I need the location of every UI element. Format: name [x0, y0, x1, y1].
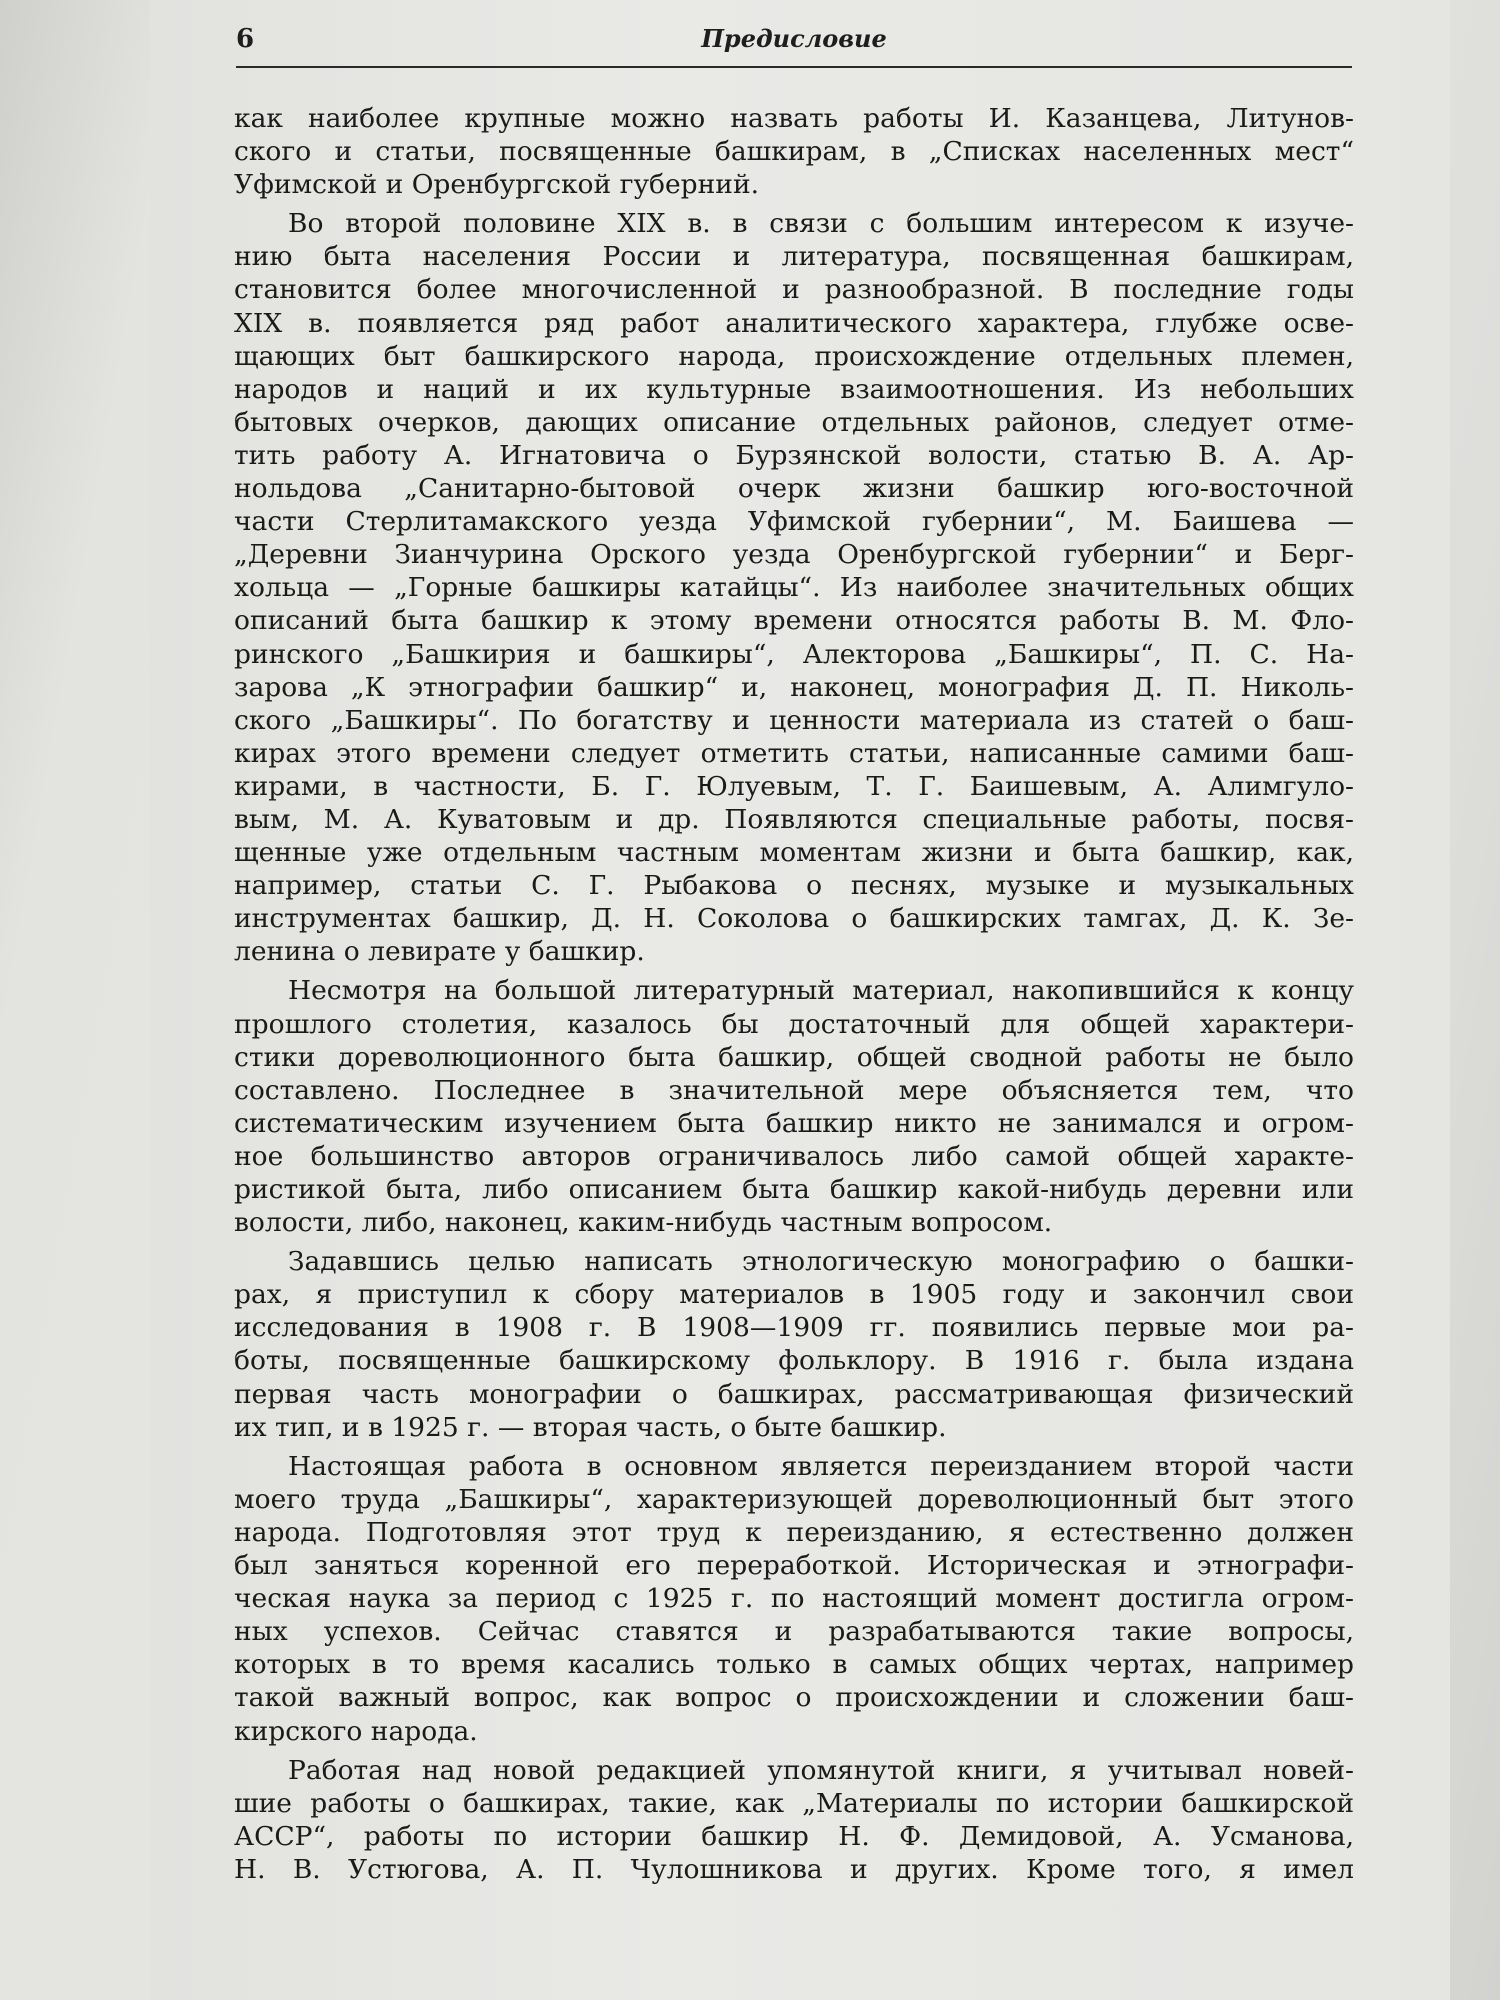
- text-line: волости, либо, наконец, каким-нибудь частным вопросом.: [234, 1207, 1053, 1239]
- text-line: Уфимской и Оренбургской губерний.: [234, 169, 760, 201]
- text-line: был заняться коренной его переработкой. Историческая и этнографи-: [234, 1550, 1354, 1582]
- text-line: ристикой быта, либо описанием быта башкир какой-нибудь деревни или: [234, 1174, 1354, 1205]
- text-line: части Стерлитамакского уезда Уфимской губернии“, М. Баишева —: [234, 506, 1354, 538]
- text-line: хольца — „Горные башкиры катайцы“. Из наиболее значительных общих: [234, 572, 1354, 604]
- text-line: Настоящая работа в основном является переизданием второй части: [288, 1450, 1354, 1482]
- text-line: первая часть монографии о башкирах, рассматривающая физический: [234, 1378, 1354, 1410]
- text-line: Задавшись целью написать этнологическую монографию о башки-: [288, 1246, 1354, 1278]
- text-line: ных успехов. Сейчас ставятся и разрабатываются такие вопросы,: [234, 1616, 1354, 1648]
- text-line: которых в то время касались только в самых общих чертах, например: [234, 1649, 1354, 1681]
- text-line: как наиболее крупные можно назвать работы И. Казанцева, Литунов-: [234, 103, 1354, 134]
- text-line: шие работы о башкирах, такие, как „Материалы по истории башкирской: [234, 1787, 1354, 1819]
- text-line: бытовых очерков, дающих описание отдельных районов, следует отме-: [234, 406, 1354, 438]
- text-line: Несмотря на большой литературный материал, накопившийся к концу: [288, 975, 1354, 1007]
- paragraph: [234, 1245, 1354, 1444]
- text-line: инструментах башкир, Д. Н. Соколова о башкирских тамгах, Д. К. Зе-: [234, 903, 1354, 935]
- text-line: становится более многочисленной и разнообразной. В последние годы: [234, 274, 1354, 306]
- text-line: стики дореволюционного быта башкир, общей сводной работы не было: [234, 1041, 1354, 1073]
- text-line: рах, я приступил к сбору материалов в 1905 году и закончил свои: [234, 1279, 1354, 1311]
- text-line: тить работу А. Игнатовича о Бурзянской волости, статью В. А. Ар-: [234, 439, 1354, 471]
- text-line: ринского „Башкирия и башкиры“, Алекторова „Башкиры“, П. С. На-: [234, 638, 1354, 670]
- paragraph: [234, 102, 1354, 201]
- text-line: описаний быта башкир к этому времени относятся работы В. М. Фло-: [234, 605, 1354, 637]
- text-line: Работая над новой редакцией упомянутой книги, я учитывал новей-: [288, 1754, 1354, 1786]
- text-line: „Деревни Зианчурина Орского уезда Оренбургской губернии“ и Берг-: [234, 539, 1354, 571]
- text-line: ное большинство авторов ограничивалось либо самой общей характе-: [234, 1140, 1354, 1172]
- paragraph: [234, 207, 1354, 968]
- text-line: моего труда „Башкиры“, характеризующей дореволюционный быт этого: [234, 1483, 1354, 1515]
- text-line: ческая наука за период с 1925 г. по настоящий момент достигла огром-: [234, 1583, 1354, 1615]
- page-header: [236, 20, 1352, 68]
- paragraph: [234, 1754, 1354, 1886]
- text-line: нольдова „Санитарно-бытовой очерк жизни башкир юго-восточной: [234, 473, 1354, 505]
- text-line: нию быта населения России и литература, посвященная башкирам,: [234, 241, 1354, 273]
- book-page: [150, 0, 1450, 2000]
- text-line: прошлого столетия, казалось бы достаточный для общей характери-: [234, 1008, 1354, 1040]
- text-line: XIX в. появляется ряд работ аналитического характера, глубже осве-: [234, 307, 1354, 339]
- body-text: [234, 102, 1354, 1886]
- text-line: народа. Подготовляя этот труд к переизданию, я естественно должен: [234, 1516, 1354, 1548]
- text-line: Н. В. Устюгова, А. П. Чулошникова и других. Кроме того, я имел: [234, 1853, 1354, 1885]
- text-line: народов и наций и их культурные взаимоотношения. Из небольших: [234, 373, 1354, 405]
- page-number: 6: [236, 24, 255, 54]
- text-line: кирах этого времени следует отметить статьи, написанные самими баш-: [234, 737, 1354, 769]
- text-line: составлено. Последнее в значительной мере объясняется тем, что: [234, 1074, 1354, 1106]
- text-line: Во второй половине XIX в. в связи с большим интересом к изуче-: [288, 208, 1354, 240]
- text-line: ского „Башкиры“. По богатству и ценности материала из статей о баш-: [234, 704, 1354, 736]
- text-line: вым, М. А. Куватовым и др. Появляются специальные работы, посвя-: [234, 803, 1354, 835]
- text-line: щенные уже отдельным частным моментам жизни и быта башкир, как,: [234, 837, 1354, 869]
- text-line: щающих быт башкирского народа, происхождение отдельных племен,: [234, 340, 1354, 372]
- paragraph: [234, 974, 1354, 1239]
- text-line: ленина о левирате у башкир.: [234, 936, 645, 968]
- running-title: Предисловие: [701, 24, 887, 53]
- text-line: зарова „К этнографии башкир“ и, наконец, монография Д. П. Николь-: [234, 671, 1354, 703]
- text-line: их тип, и в 1925 г. — вторая часть, о быте башкир.: [234, 1411, 947, 1443]
- text-line: такой важный вопрос, как вопрос о происхождении и сложении баш-: [234, 1682, 1354, 1714]
- text-line: кирами, в частности, Б. Г. Юлуевым, Т. Г. Баишевым, А. Алимгуло-: [234, 770, 1354, 802]
- text-line: АССР“, работы по истории башкир Н. Ф. Демидовой, А. Усманова,: [234, 1820, 1354, 1852]
- text-line: исследования в 1908 г. В 1908—1909 гг. появились первые мои ра-: [234, 1312, 1354, 1344]
- paragraph: [234, 1450, 1354, 1748]
- text-line: кирского народа.: [234, 1715, 478, 1747]
- text-line: ского и статьи, посвященные башкирам, в „Списках населенных мест“: [234, 136, 1354, 168]
- text-line: систематическим изучением быта башкир никто не занимался и огром-: [234, 1107, 1354, 1139]
- text-line: например, статьи С. Г. Рыбакова о песнях, музыке и музыкальных: [234, 870, 1354, 902]
- text-line: боты, посвященные башкирскому фольклору. В 1916 г. была издана: [234, 1345, 1354, 1377]
